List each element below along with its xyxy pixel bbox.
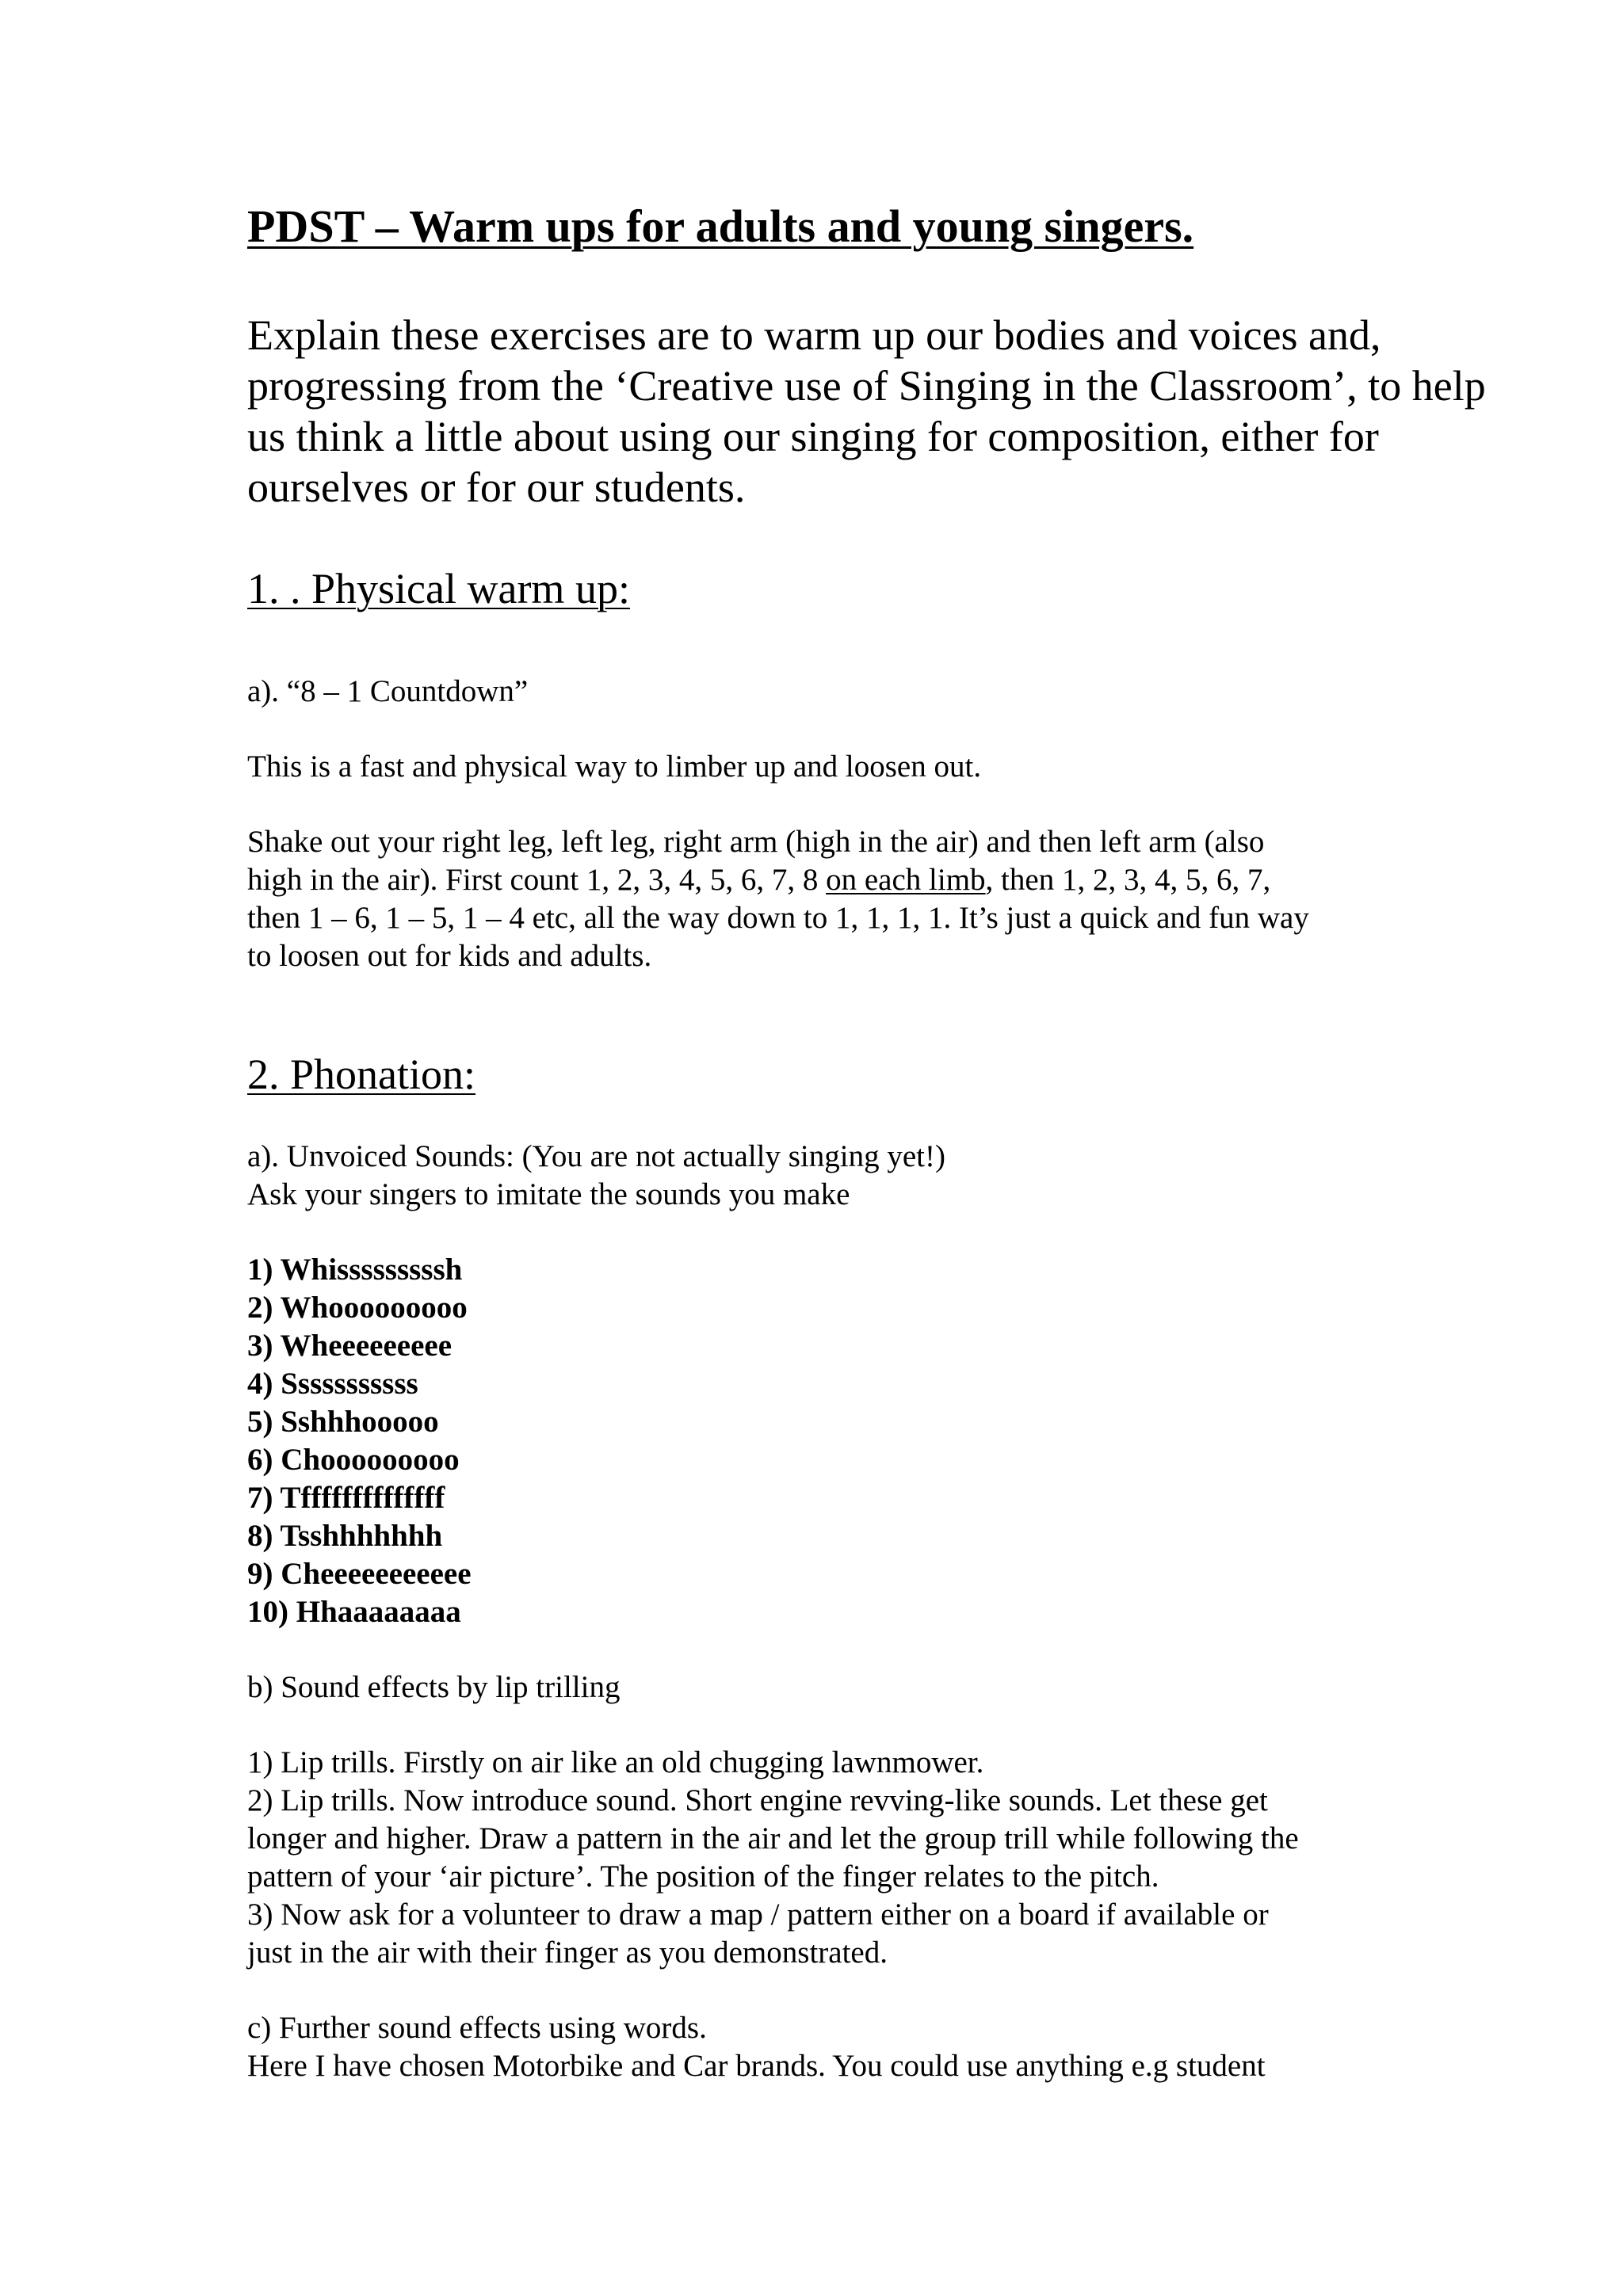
paragraph-text: high in the air). First count 1, 2, 3, 4, 5, 6, 7, 8 — [247, 863, 827, 897]
intro-line-3: us think a little about using our singing for composition, either for — [247, 413, 1379, 460]
trill-line-1: 1) Lip trills. Firstly on air like an old chugging lawnmower. — [247, 1745, 984, 1779]
section-1-heading: 1. . Physical warm up: — [247, 565, 630, 612]
section-2-instruction: Ask your singers to imitate the sounds you make — [247, 1177, 850, 1211]
trill-line-4: pattern of your ‘air picture’. The position of the finger relates to the pitch. — [247, 1859, 1159, 1894]
trill-line-2: 2) Lip trills. Now introduce sound. Short engine revving-like sounds. Let these get — [247, 1783, 1268, 1817]
section-2-subheading-a: a). Unvoiced Sounds: (You are not actually singing yet!) — [247, 1139, 945, 1173]
sound-list-item: 10) Hhaaaaaaaa — [247, 1595, 461, 1629]
sound-list-item: 1) Whisssssssssh — [247, 1253, 463, 1287]
sound-list-item: 4) Sssssssssss — [247, 1367, 418, 1401]
intro-line-1: Explain these exercises are to warm up our bodies and voices and, — [247, 311, 1381, 359]
section-1-paragraph-line-1: Shake out your right leg, left leg, right arm (high in the air) and then left arm (also — [247, 825, 1265, 859]
section-2-subheading-b: b) Sound effects by lip trilling — [247, 1670, 621, 1704]
trill-line-3: longer and higher. Draw a pattern in the air and let the group trill while following the — [247, 1821, 1299, 1855]
emphasis-text: on each limb — [826, 863, 986, 897]
document-title: PDST – Warm ups for adults and young singers. — [247, 200, 1194, 252]
sound-list-item: 8) Tsshhhhhhh — [247, 1519, 443, 1553]
section-2-closing-line: Here I have chosen Motorbike and Car brands. You could use anything e.g student — [247, 2049, 1266, 2083]
sound-list-item: 5) Sshhhooooo — [247, 1405, 439, 1439]
section-1-description: This is a fast and physical way to limber up and loosen out. — [247, 749, 982, 784]
paragraph-text: , then 1, 2, 3, 4, 5, 6, 7, — [985, 863, 1271, 897]
sound-list-item: 7) Tffffffffffffff — [247, 1481, 445, 1515]
intro-line-4: ourselves or for our students. — [247, 463, 746, 511]
trill-line-5: 3) Now ask for a volunteer to draw a map / pattern either on a board if available or — [247, 1897, 1269, 1932]
sound-list-item: 9) Cheeeeeeeeeee — [247, 1557, 472, 1591]
sound-list-item: 3) Wheeeeeeeee — [247, 1329, 453, 1363]
sound-list-item: 6) Chooooooooo — [247, 1443, 460, 1477]
trill-line-6: just in the air with their finger as you demonstrated. — [247, 1936, 888, 1970]
section-1-paragraph-line-2 — [247, 862, 1270, 898]
section-2-subheading-c: c) Further sound effects using words. — [247, 2011, 707, 2045]
sound-list-item: 2) Whooooooooo — [247, 1291, 468, 1325]
section-2-heading: 2. Phonation: — [247, 1051, 476, 1098]
section-1-paragraph-line-3: then 1 – 6, 1 – 5, 1 – 4 etc, all the way down to 1, 1, 1, 1. It’s just a quick and fun way — [247, 901, 1309, 935]
intro-line-2: progressing from the ‘Creative use of Singing in the Classroom’, to help — [247, 362, 1486, 410]
section-1-subheading-a: a). “8 – 1 Countdown” — [247, 674, 529, 708]
section-1-paragraph-line-4: to loosen out for kids and adults. — [247, 939, 652, 973]
